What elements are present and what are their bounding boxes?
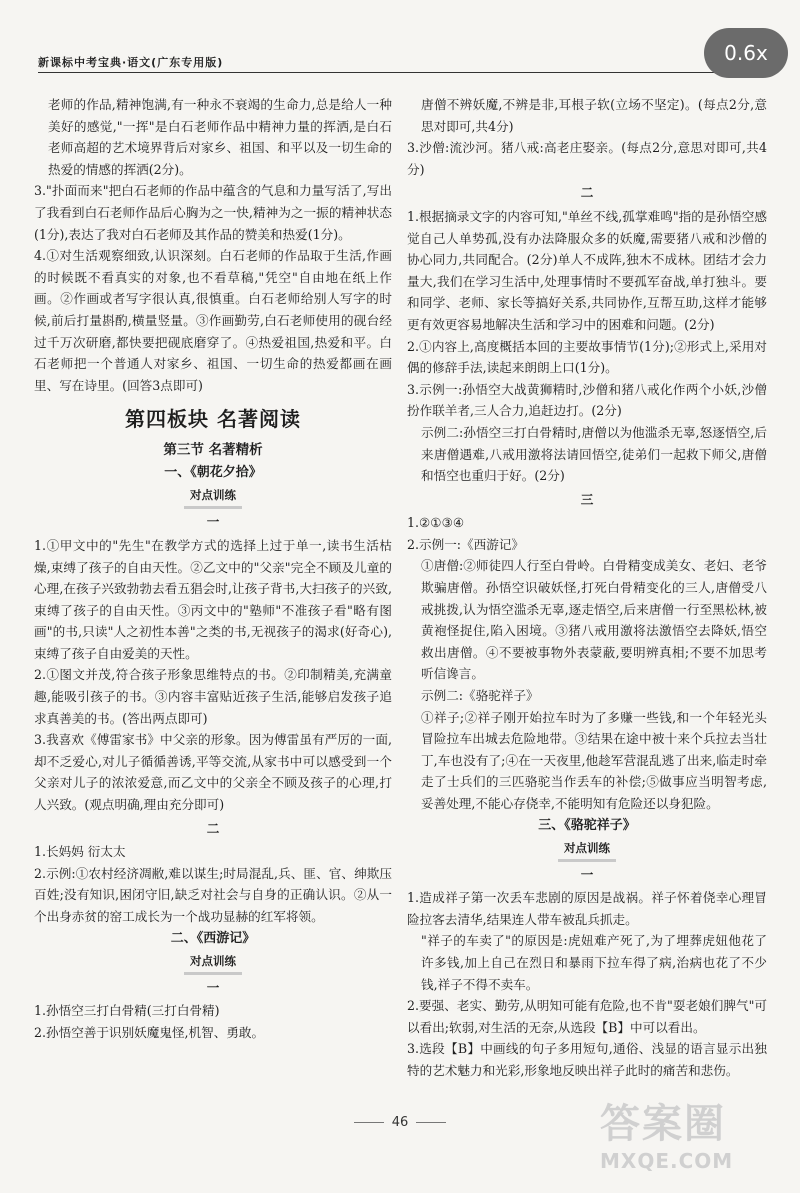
answer-r3-2c: ①祥子;②祥子刚开始拉车时为了多赚一些钱,和一个年轻光头冒险拉车出城去危险地带。③结果在途中被十来个兵拉去当壮丁,车也没有了;④在一天夜里,他趁军营混乱逃了出来,临走时牵走了士兵们的三匹骆驼当作丢车的补偿;⑤做事应当明智考虑,妥善处理,不能心存侥幸,不能明知有危险还以身犯险。 [421,709,767,811]
continued-answer: 老师的作品,精神饱满,有一种永不衰竭的生命力,总是给人一种美好的感觉,"一挥"是白石老师作品中精神力量的挥洒,是白石老师高超的艺术境界背后对家乡、祖国、和平以及一切生命的热爱的情感的挥洒(2分)。 [48,97,392,177]
right-column [407,94,767,1082]
answer-3-2: 2.孙悟空善于识别妖魔鬼怪,机智、勇敢。 [34,1024,265,1040]
watermark-logo-text: 答案圈 [600,1101,726,1147]
answer-r3-2b: 示例二:《骆驼祥子》 [421,688,539,704]
part-number: 二 [580,185,594,201]
part-number: 二 [206,820,220,836]
answer-r4-1: 1.造成祥子第一次丢车悲剧的原因是战祸。祥子怀着侥幸心理冒险拉客去清华,结果连人带车被乱兵抓走。 [407,890,767,927]
answer-4: 4.①对生活观察细致,认识深刻。白石老师的作品取于生活,作画的时候既不看真实的对象,也不看草稿,"凭空"自由地在纸上作画。②作画或者写字很认真,很慎重。白石老师给别人写字的时候,前后打量斟酌,横量竖量。③作画勤劳,白石老师使用的砚台经过千万次研磨,都快要把砚底磨穿了。④热爱祖国,热爱和平。白石老师把一个普通人对家乡、祖国、一切生命的热爱都画在画里、写在诗里。(回答3点即可) [34,248,392,393]
part-number: 一 [206,979,220,995]
page-header [38,52,718,73]
answer-1-3: 3.我喜欢《傅雷家书》中父亲的形象。因为傅雷虽有严厉的一面,却不乏爱心,对儿子循循善诱,平等交流,从家书中可以感受到一个父亲对儿子的浓浓爱意,而乙文中的父亲全不顾及孩子的心理,打人兴致。(观点明确,理由充分即可) [34,732,392,813]
section-title: 第三节 名著精析 [163,442,263,459]
continued-answer: 唐僧不辨妖魔,不辨是非,耳根子软(立场不坚定)。(每点2分,意思对即可,共4分) [421,97,767,134]
answer-r2-2: 2.①内容上,高度概括本回的主要故事情节(1分);②形式上,采用对偶的修辞手法,读起来朗朗上口(1分)。 [407,338,767,376]
answer-r2-3a: 3.示例一:孙悟空大战黄狮精时,沙僧和猪八戒化作两个小妖,沙僧扮作联羊者,三人合力,追赶边打。(2分) [407,381,767,419]
answer-2-1: 1.长妈妈 衍太太 [34,844,126,860]
part-number: 三 [580,491,594,507]
answer-r3-1: 1.②①③④ [407,515,465,531]
answer-1-2: 2.①图文并茂,符合孩子形象思维特点的书。②印制精美,充满童趣,能吸引孩子的书。③内容丰富贴近孩子生活,能够启发孩子追求真善美的书。(答出两点即可) [34,667,392,726]
part-number: 一 [580,866,594,882]
part-number: 一 [206,514,220,530]
practice-label: 对点训练 [34,484,392,509]
answer-1-1: 1.①甲文中的"先生"在教学方式的选择上过于单一,读书生活枯燥,束缚了孩子的自由天性。②乙文中的"父亲"完全不顾及儿童的心理,在孩子兴致勃勃去看五猖会时,让孩子背书,大扫孩子的兴致,束缚了孩子的自由天性。③丙文中的"塾师"不准孩子看"略有图画"的书,只读"人之初性本善"之类的书,无视孩子的渴求(好奇心),束缚了孩子自由爱美的天性。 [34,537,392,661]
page-number: 46 [300,1115,500,1130]
site-watermark [600,1100,790,1180]
answer-2-2: 2.示例:①农村经济凋敝,难以谋生;时局混乱,兵、匪、官、绅欺压百姓;没有知识,困闭守旧,缺乏对社会与自身的正确认识。②从一个出身赤贫的窑工成长为一个战功显赫的红军将领。 [34,865,392,924]
watermark-url: MXQE.COM [600,1149,734,1173]
subsection-luotuo: 三、《骆驼祥子》 [538,817,636,833]
answer-r4-2: 2.要强、老实、勤劳,从明知可能有危险,也不肯"耍老娘们脾气"可以看出;软弱,对生活的无奈,从选段【B】中可以看出。 [407,998,767,1035]
answer-r2-1: 1.根据摘录文字的内容可知,"单丝不线,孤掌难鸣"指的是孙悟空感觉自己人单势孤,没有办法降服众多的妖魔,需要猪八戒和沙僧的协心同力,共同配合。(2分)单人不成阵,独木不成林。团结才会力量大,我们在学习生活中,处理事情时不要孤军奋战,单打独斗。要和同学、老师、家长等搞好关系,共同协作,互帮互助,这样才能够更有效更容易地解决生活和学习中的困难和问题。(2分) [407,208,767,332]
answer-r2-3b: 示例二:孙悟空三打白骨精时,唐僧以为他滥杀无辜,怒逐悟空,后来唐僧遇难,八戒用激将法请回悟空,徒弟们一起救下师父,唐僧和悟空也重归于好。(2分) [421,424,767,484]
module-title: 第四板块 名著阅读 [125,407,301,432]
left-column [34,94,392,1043]
practice-label: 对点训练 [34,950,392,975]
zoom-level-button[interactable]: 0.6x [704,28,788,78]
answer-r4-3: 3.选段【B】中画线的句子多用短句,通俗、浅显的语言显示出独特的艺术魅力和光彩,形象地反映出祥子此时的痛苦和悲伤。 [407,1041,767,1078]
answer-r3-2a: ①唐僧:②师徒四人行至白骨岭。白骨精变成美女、老妇、老爷欺骗唐僧。孙悟空识破妖怪,打死白骨精变化的三人,唐僧受八戒挑拨,认为悟空滥杀无辜,逐走悟空,后来唐僧一行至黑松林,被黄袍怪捉住,陷入困境。③猪八戒用激将法激悟空去降妖,悟空救出唐僧。④不要被事物外表蒙蔽,要明辨真相;不要不加思考听信谗言。 [421,558,767,682]
practice-label: 对点训练 [407,837,767,862]
answer-3: 3."扑面而来"把白石老师的作品中蕴含的气息和力量写活了,写出了我看到白石老师作品后心胸为之一快,精神为之一振的精神状态(1分),表达了我对白石老师及其作品的赞美和热爱(1分)。 [34,183,392,242]
answer-3-1: 1.孙悟空三打白骨精(三打白骨精) [34,1003,220,1019]
answer-r3-2: 2.示例一:《西游记》 [407,536,525,552]
answer-r4-1b: "祥子的车卖了"的原因是:虎妞难产死了,为了埋葬虎妞他花了许多钱,加上自己在烈日和暴雨下拉车得了病,治病也花了不少钱,祥子不得不卖车。 [421,933,767,992]
header-title: 新课标中考宝典·语文(广东专用版) [38,56,224,69]
subsection-zhaohua: 一、《朝花夕拾》 [164,465,262,481]
answer-3: 3.沙僧:流沙河。猪八戒:高老庄娶亲。(每点2分,意思对即可,共4分) [407,140,767,177]
subsection-xiyouji: 二、《西游记》 [170,930,256,946]
